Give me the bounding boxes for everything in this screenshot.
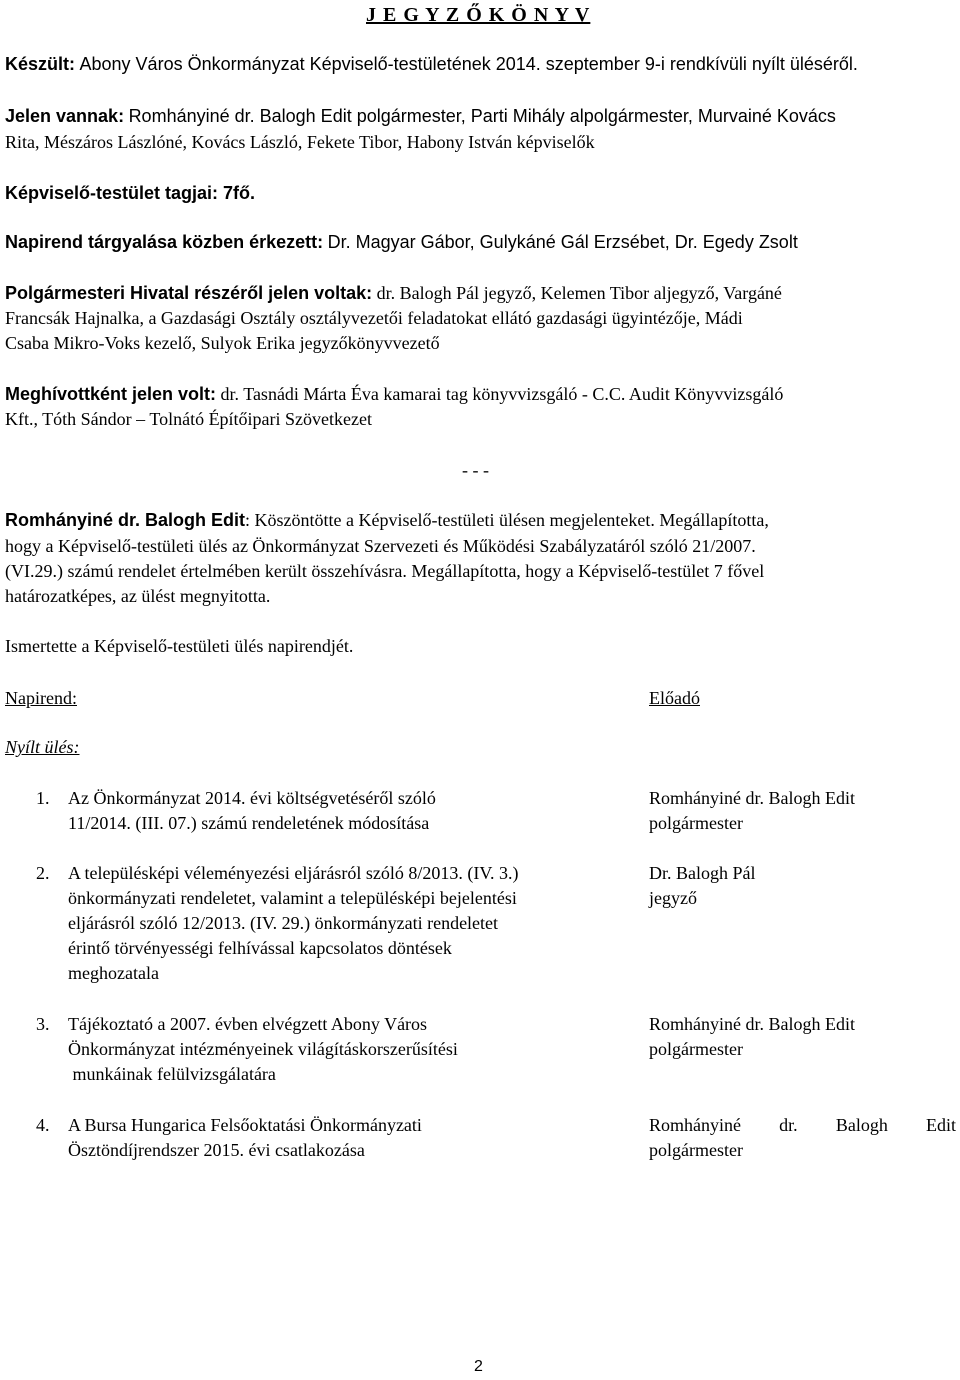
tagjai-label: Képviselő-testület tagjai: 7fő. (5, 183, 256, 203)
speaker-name: Romhányiné dr. Balogh Edit (5, 510, 246, 530)
napirend-erkezett-text: Dr. Magyar Gábor, Gulykáné Gál Erzsébet, Dr. Egedy Zsolt (327, 232, 798, 252)
agenda-item-presenter: Romhányiné dr. Balogh Edit (649, 1014, 855, 1034)
agenda-item-line: Ösztöndíjrendszer 2015. évi csatlakozása (68, 1140, 365, 1160)
hivatal-text-line3: Csaba Mikro-Voks kezelő, Sulyok Erika jegyzőkönyvvezető (5, 333, 440, 353)
jelen-text-line1: Romhányiné dr. Balogh Edit polgármester, Parti Mihály alpolgármester, Murvainé Kovács (128, 106, 836, 126)
meghivott-paragraph-line1 (5, 382, 783, 407)
hivatal-text-line2: Francsák Hajnalka, a Gazdasági Osztály osztályvezetői feladatokat ellátó gazdasági ügyintézője, Mádi (5, 308, 743, 328)
agenda-item-presenter-role: jegyző (649, 888, 697, 908)
nyilt-ules-heading: Nyílt ülés: (5, 737, 80, 757)
agenda-item-line: A településképi véleményezési eljárásról szóló 8/2013. (IV. 3.) (68, 863, 519, 883)
agenda-item-line: önkormányzati rendeletet, valamint a településképi bejelentési (68, 888, 517, 908)
agenda-item-line: eljárásról szóló 12/2013. (IV. 29.) önkormányzati rendeletet (68, 913, 499, 933)
agenda-item-number: 1. (36, 788, 50, 808)
napirend-erkezett-paragraph (5, 230, 798, 255)
agenda-item-line: Az Önkormányzat 2014. évi költségvetéséről szóló (68, 788, 436, 808)
jelen-paragraph-line1 (5, 104, 836, 129)
jelen-text-line2: Rita, Mészáros Lászlóné, Kovács László, Fekete Tibor, Habony István képviselők (5, 132, 595, 152)
agenda-item-line: 11/2014. (III. 07.) számú rendeletének módosítása (68, 813, 430, 833)
agenda-item-number: 2. (36, 863, 50, 883)
meghivott-text-line2: Kft., Tóth Sándor – Tolnátó Építőipari Szövetkezet (5, 409, 373, 429)
agenda-item-presenter-role: polgármester (649, 1140, 743, 1160)
agenda-item-presenter-role: polgármester (649, 813, 743, 833)
agenda-item-presenter: Dr. Balogh Pál (649, 863, 756, 883)
hivatal-label: Polgármesteri Hivatal részéről jelen voltak: (5, 283, 373, 303)
agenda-item-presenter-role: polgármester (649, 1039, 743, 1059)
page-number: 2 (474, 1358, 483, 1375)
agenda-item-line: érintő törvényességi felhívással kapcsolatos döntések (68, 938, 452, 958)
hivatal-text-line1: dr. Balogh Pál jegyző, Kelemen Tibor aljegyző, Vargáné (376, 283, 782, 303)
hivatal-paragraph-line1 (5, 281, 782, 306)
speech-text-line1: : Köszöntötte a Képviselő-testületi ülésen megjelenteket. Megállapította, (245, 510, 769, 530)
keszult-label: Készült: (5, 54, 76, 74)
speech-text-line2: hogy a Képviselő-testületi ülés az Önkormányzat Szervezeti és Működési Szabályzatáról szóló 21/2007. (5, 536, 756, 556)
eloado-heading: Előadó (649, 688, 700, 708)
agenda-item-number: 4. (36, 1115, 50, 1135)
agenda-item-number: 3. (36, 1014, 50, 1034)
agenda-item-presenter: Romhányiné dr. Balogh Edit (649, 1115, 956, 1135)
meghivott-text-line1: dr. Tasnádi Márta Éva kamarai tag könyvvizsgáló - C.C. Audit Könyvvizsgáló (220, 384, 784, 404)
agenda-item-line: Önkormányzat intézményeinek világításkorszerűsítési (68, 1039, 458, 1059)
agenda-item-line: meghozatala (68, 963, 159, 983)
keszult-text: Abony Város Önkormányzat Képviselő-testületének 2014. szeptember 9-i rendkívüli nyílt üléséről. (79, 54, 858, 74)
page-title: J E G Y Z Ő K Ö N Y V (366, 4, 591, 26)
agenda-item-presenter: Romhányiné dr. Balogh Edit (649, 788, 855, 808)
keszult-paragraph (5, 52, 858, 77)
agenda-item-line: Tájékoztató a 2007. évben elvégzett Abony Város (68, 1014, 428, 1034)
napirend-erkezett-label: Napirend tárgyalása közben érkezett: (5, 232, 324, 252)
agenda-item-line: A Bursa Hungarica Felsőoktatási Önkormányzati (68, 1115, 422, 1135)
napirend-heading: Napirend: (5, 688, 77, 708)
speech-line1 (5, 508, 769, 533)
section-separator: - - - (462, 460, 489, 480)
speech-text-line3: (VI.29.) számú rendelet értelmében került összehívásra. Megállapította, hogy a Képviselő-testület 7 fővel (5, 561, 765, 581)
jelen-label: Jelen vannak: (5, 106, 125, 126)
meghivott-label: Meghívottként jelen volt: (5, 384, 217, 404)
agenda-item-line: munkáinak felülvizsgálatára (68, 1064, 276, 1084)
speech-text-line4: határozatképes, az ülést megnyitotta. (5, 586, 271, 606)
ismertette-text: Ismertette a Képviselő-testületi ülés napirendjét. (5, 636, 354, 656)
